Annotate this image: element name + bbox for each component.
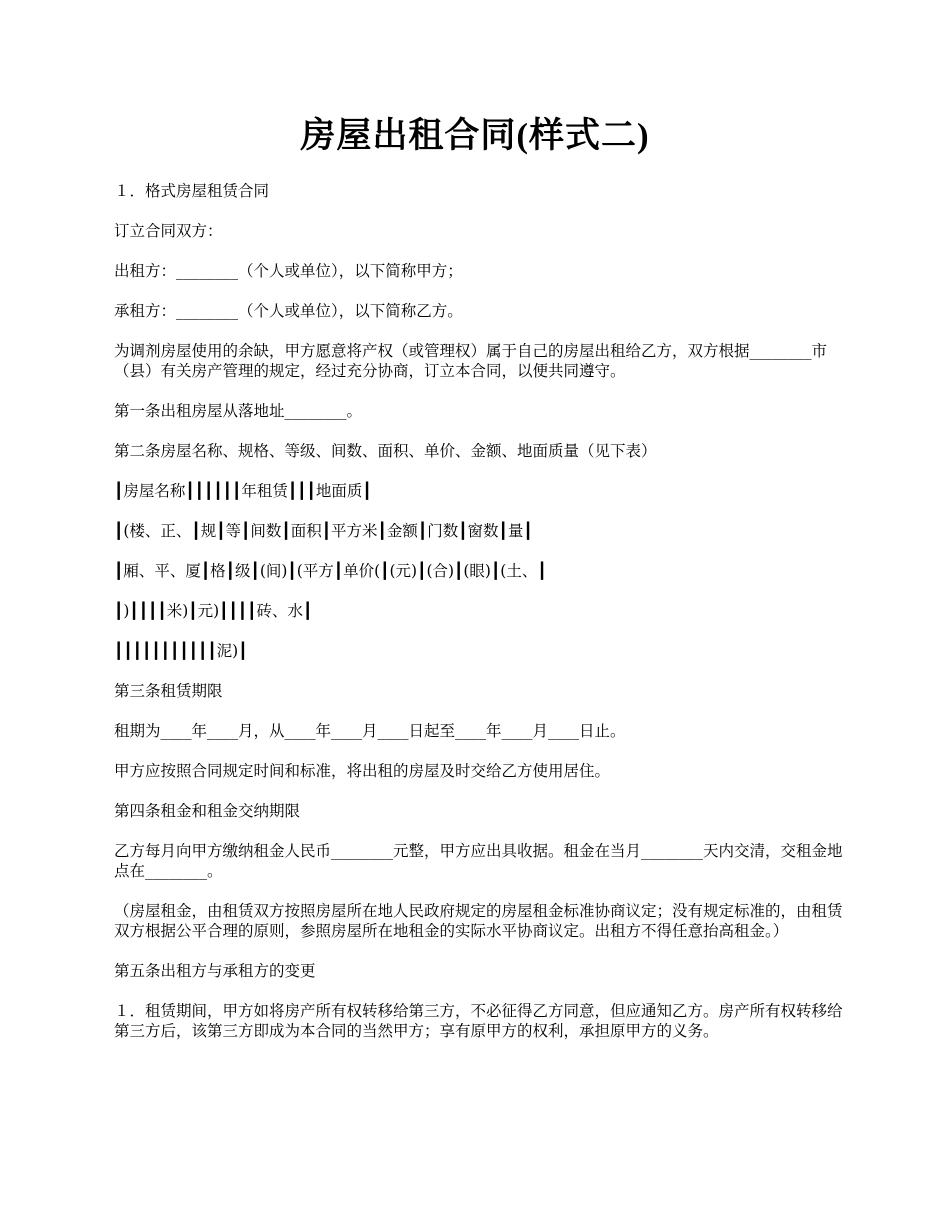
paragraph-article-5: 第五条出租方与承租方的变更 (114, 962, 316, 980)
paragraph-rent-payment: 乙方每月向甲方缴纳租金人民币________元整，甲方应出具收据。租金在当月________天内交清，交租金地点在________。 (114, 842, 843, 880)
table-row-text: ┃(楼、正、┃规┃等┃间数┃面积┃平方米┃金额┃门数┃窗数┃量┃ (114, 522, 533, 540)
paragraph-article-4: 第四条租金和租金交纳期限 (114, 802, 301, 820)
paragraph-format-heading: １．格式房屋租赁合同 (114, 182, 270, 200)
document-body (114, 181, 844, 1061)
paragraph-article-3: 第三条租赁期限 (114, 682, 223, 700)
paragraph-article-5-item-1: １．租赁期间，甲方如将房产所有权转移给第三方，不必征得乙方同意，但应通知乙方。房产所有权转移给第三方后，该第三方即成为本合同的当然甲方；享有原甲方的权利，承担原甲方的义务。 (114, 1002, 843, 1040)
paragraph-article-1: 第一条出租房屋从落地址________。 (114, 402, 363, 420)
document-title: 房屋出租合同(样式二) (300, 116, 650, 155)
paragraph-lessor: 出租方：________（个人或单位），以下简称甲方； (114, 262, 463, 280)
paragraph-article-2: 第二条房屋名称、规格、等级、间数、面积、单价、金额、地面质量（见下表） (114, 442, 657, 460)
paragraph-rent-note: （房屋租金，由租赁双方按照房屋所在地人民政府规定的房屋租金标准协商议定；没有规定标准的，由租赁双方根据公平合理的原则，参照房屋所在地租金的实际水平协商议定。出租方不得任意抬高租金。） (114, 902, 843, 940)
paragraph-parties: 订立合同双方： (114, 222, 223, 240)
table-row-text: ┃厢、平、厦┃格┃级┃(间)┃(平方┃单价(┃(元)┃(合)┃(眼)┃(土、┃ (114, 562, 547, 580)
paragraph-lease-term: 租期为____年____月，从____年____月____日起至____年____月____日止。 (114, 722, 626, 740)
table-row-text: ┃房屋名称┃┃┃┃┃┃年租赁┃┃┃地面质┃ (114, 482, 372, 500)
paragraph-preamble: 为调剂房屋使用的余缺，甲方愿意将产权（或管理权）属于自己的房屋出租给乙方，双方根据________市（县）有关房产管理的规定，经过充分协商，订立本合同，以便共同遵守。 (114, 342, 828, 380)
paragraph-lessee: 承租方：________（个人或单位），以下简称乙方。 (114, 302, 463, 320)
table-row-text: ┃)┃┃┃┃米)┃元)┃┃┃┃砖、水┃ (114, 602, 313, 620)
table-row-text: ┃┃┃┃┃┃┃┃┃┃┃泥)┃ (114, 642, 248, 660)
paragraph-delivery: 甲方应按照合同规定时间和标准，将出租的房屋及时交给乙方使用居住。 (114, 762, 611, 780)
